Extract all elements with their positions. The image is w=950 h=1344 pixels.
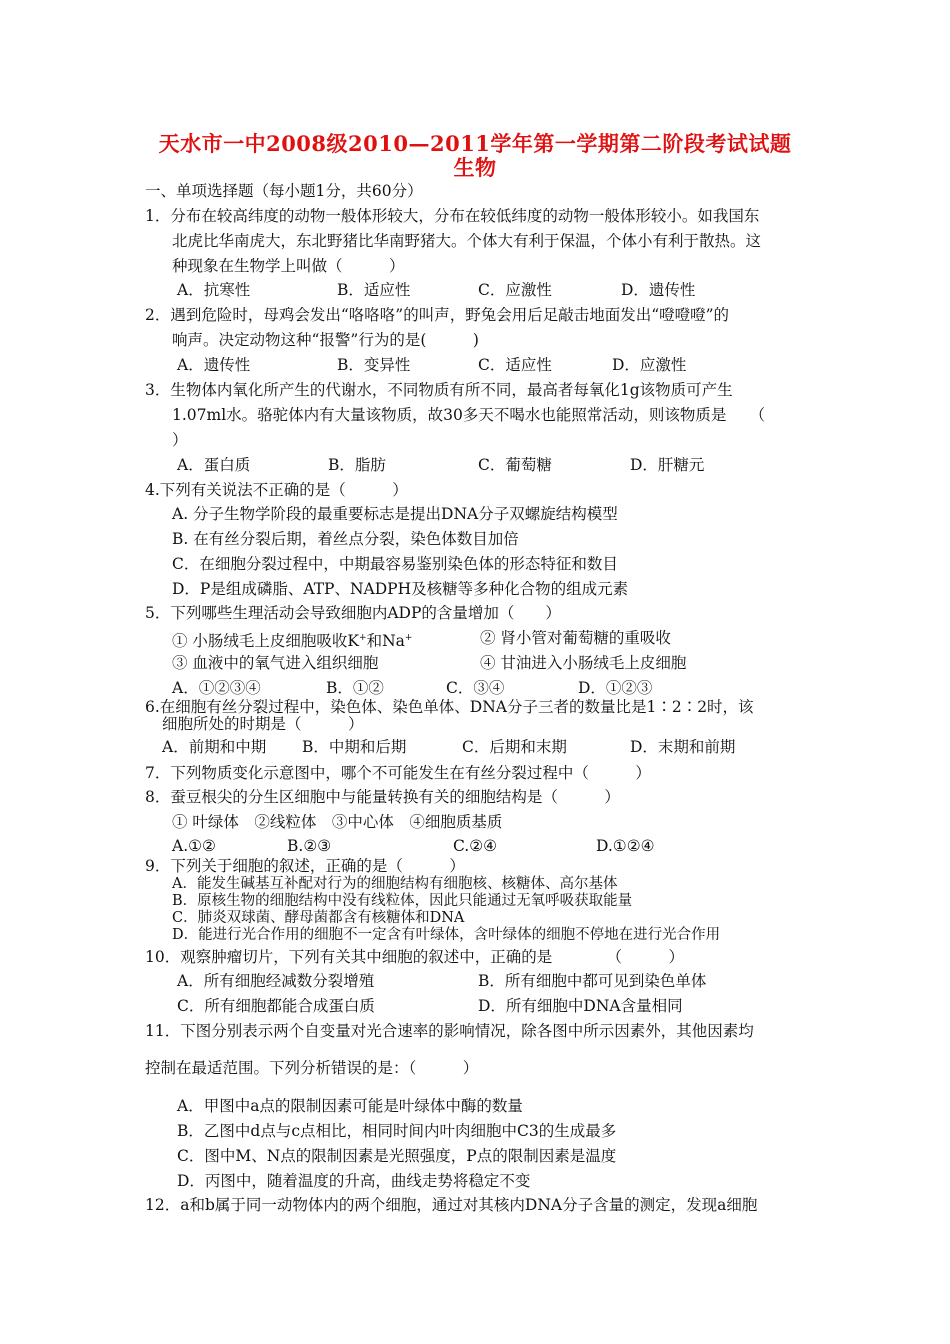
option-a: A．前期和中期: [162, 738, 267, 756]
question-stem: 响声。决定动物这种“报警”行为的是( ): [172, 331, 479, 349]
option-d: D．末期和前期: [630, 738, 736, 756]
option-b: B．适应性: [337, 281, 411, 299]
option-c: C．应激性: [478, 281, 552, 299]
question-stem: 6.在细胞有丝分裂过程中，染色体、染色单体、DNA分子三者的数量比是1∶2∶2时，该: [145, 698, 754, 716]
question-stem: 细胞所处的时期是（ ）: [162, 715, 364, 733]
option-a: A．能发生碱基互补配对行为的细胞结构有细胞核、核糖体、高尔基体: [172, 876, 618, 892]
option-b: B．①②: [326, 679, 384, 697]
option-d: D．肝糖元: [630, 456, 705, 474]
exam-title: 天水市一中2008级2010—2011学年第一学期第二阶段考试试题: [158, 131, 792, 156]
option-b: B．脂肪: [328, 456, 386, 474]
option-c: C.②④: [453, 837, 498, 855]
question-7: 7．下列物质变化示意图中，哪个不可能发生在有丝分裂过程中（ ）: [145, 764, 651, 782]
option-d: D．①②③: [578, 679, 653, 697]
option-a: A．遗传性: [177, 356, 251, 374]
question-stem: 4.下列有关说法不正确的是（ ）: [145, 481, 408, 499]
option-c: C．葡萄糖: [478, 456, 552, 474]
option-b: B．原核生物的细胞结构中没有线粒体，因此只能通过无氧呼吸获取能量: [172, 893, 633, 909]
option-c: C．后期和末期: [462, 738, 567, 756]
option-a: A．①②③④: [172, 679, 261, 697]
option-a: A．抗寒性: [177, 281, 251, 299]
option-c: C．适应性: [478, 356, 552, 374]
question-stem: 11．下图分别表示两个自变量对光合速率的影响情况，除各图中所示因素外，其他因素均: [145, 1022, 754, 1040]
option-c: C．③④: [446, 679, 505, 697]
question-stem: 9．下列关于细胞的叙述，正确的是（ ）: [145, 857, 465, 875]
option-d: D．P是组成磷脂、ATP、NADPH及核糖等多种化合物的组成元素: [172, 580, 629, 598]
item-1: ① 小肠绒毛上皮细胞吸收K+和Na+: [172, 632, 413, 651]
option-d: D．所有细胞中DNA含量相同: [478, 997, 683, 1015]
subject-title: 生物: [453, 155, 497, 180]
question-stem: 2．遇到危险时，母鸡会发出“咯咯咯”的叫声，野兔会用后足敲击地面发出“噔噔噔”的: [145, 306, 730, 324]
question-stem: 种现象在生物学上叫做（ ）: [172, 257, 405, 275]
question-stem: 控制在最适范围。下列分析错误的是：（ ）: [145, 1059, 479, 1077]
option-d: D．应激性: [612, 356, 687, 374]
option-b: B．乙图中d点与c点相比，相同时间内叶肉细胞中C3的生成最多: [177, 1122, 617, 1140]
question-stem: 北虎比华南虎大，东北野猪比华南野猪大。个体大有利于保温，个体小有利于散热。这: [172, 232, 762, 250]
section-heading: 一、单项选择题（每小题1分，共60分）: [145, 182, 423, 200]
question-stem: 1.07ml水。骆驼体内有大量该物质，故30多天不喝水也能照常活动，则该物质是 （: [172, 406, 766, 424]
option-b: B. 在有丝分裂后期，着丝点分裂，染色体数目加倍: [172, 530, 519, 548]
option-a: A．甲图中a点的限制因素可能是叶绿体中酶的数量: [177, 1097, 523, 1115]
option-a: A.①②: [172, 837, 216, 855]
option-b: B．所有细胞中都可见到染色单体: [478, 972, 707, 990]
question-12: 12．a和b属于同一动物体内的两个细胞，通过对其核内DNA分子含量的测定，发现a细胞: [145, 1196, 758, 1214]
item-3: ③ 血液中的氧气进入组织细胞: [172, 654, 379, 672]
option-d: D.①②④: [596, 837, 655, 855]
option-b: B.②③: [287, 837, 332, 855]
item-list: ① 叶绿体 ②线粒体 ③中心体 ④细胞质基质: [172, 813, 503, 831]
question-stem: 8．蚕豆根尖的分生区细胞中与能量转换有关的细胞结构是（ ）: [145, 788, 620, 806]
option-b: B．变异性: [337, 356, 411, 374]
question-stem: 1．分布在较高纬度的动物一般体形较大，分布在较低纬度的动物一般体形较小。如我国东: [145, 207, 760, 225]
option-c: C．图中M、N点的限制因素是光照强度，P点的限制因素是温度: [177, 1147, 617, 1165]
option-a: A．蛋白质: [177, 456, 251, 474]
item-2: ② 肾小管对葡萄糖的重吸收: [480, 629, 671, 647]
option-c: C．所有细胞都能合成蛋白质: [177, 997, 375, 1015]
option-d: D．能进行光合作用的细胞不一定含有叶绿体，含叶绿体的细胞不停地在进行光合作用: [172, 927, 721, 943]
item-4: ④ 甘油进入小肠绒毛上皮细胞: [480, 654, 687, 672]
option-b: B．中期和后期: [302, 738, 407, 756]
question-stem: 10．观察肿瘤切片，下列有关其中细胞的叙述中，正确的是 （ ）: [145, 948, 684, 966]
option-d: D．遗传性: [621, 281, 696, 299]
option-a: A. 分子生物学阶段的最重要标志是提出DNA分子双螺旋结构模型: [172, 505, 618, 523]
option-c: C．肺炎双球菌、酵母菌都含有核糖体和DNA: [172, 910, 465, 926]
option-d: D．丙图中，随着温度的升高，曲线走势将稳定不变: [177, 1172, 531, 1190]
option-c: C．在细胞分裂过程中，中期最容易鉴别染色体的形态特征和数目: [172, 555, 618, 573]
option-a: A．所有细胞经减数分裂增殖: [177, 972, 375, 990]
question-stem: 5．下列哪些生理活动会导致细胞内ADP的含量增加（ ）: [145, 604, 561, 622]
question-stem: ）: [172, 431, 188, 449]
question-stem: 3．生物体内氧化所产生的代谢水，不同物质有所不同，最高者每氧化1g该物质可产生: [145, 381, 733, 399]
